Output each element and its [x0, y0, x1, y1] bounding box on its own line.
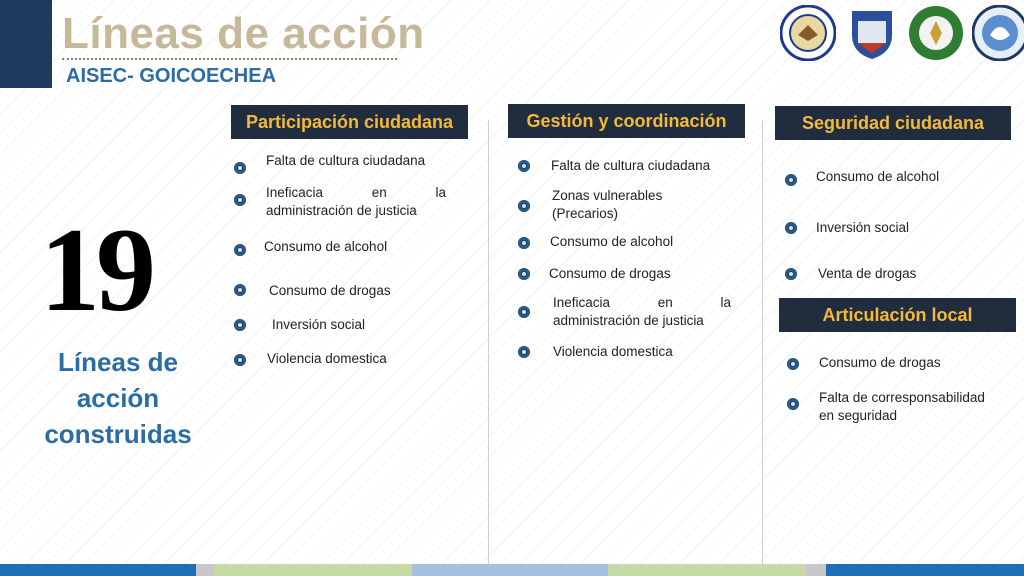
- bullet-icon: [518, 200, 530, 212]
- bullet-icon: [518, 237, 530, 249]
- gestion-header: Gestión y coordinación: [508, 104, 745, 138]
- gestion-item: Falta de cultura ciudadana: [551, 158, 711, 173]
- articulacion-header: Articulación local: [779, 298, 1016, 332]
- participacion-item: Consumo de alcohol: [264, 239, 388, 254]
- participacion-item: Consumo de drogas: [269, 283, 391, 298]
- footer-segment: [412, 564, 608, 576]
- bullet-icon: [518, 306, 530, 318]
- bullet-icon: [785, 268, 797, 280]
- footer-segment: [608, 564, 806, 576]
- action-lines-count: 19: [40, 203, 152, 336]
- bullet-icon: [518, 268, 530, 280]
- footer-segment: [0, 564, 196, 576]
- gestion-item: Consumo de drogas: [549, 266, 671, 281]
- aisec-seal-icon: [972, 5, 1024, 61]
- footer-stripe: [0, 564, 1024, 576]
- participacion-item: Falta de cultura ciudadana: [266, 153, 426, 168]
- bullet-icon: [785, 222, 797, 234]
- seguridad-header: Seguridad ciudadana: [775, 106, 1011, 140]
- gestion-item: Consumo de alcohol: [550, 234, 674, 249]
- bullet-icon: [234, 162, 246, 174]
- bullet-icon: [234, 194, 246, 206]
- fuerza-publica-seal-icon: [844, 5, 900, 61]
- us-embassy-seal-icon: [780, 5, 836, 61]
- bullet-icon: [518, 346, 530, 358]
- seguridad-item: Venta de drogas: [818, 266, 917, 281]
- bullet-icon: [787, 358, 799, 370]
- gestion-item: Violencia domestica: [553, 344, 673, 359]
- bullet-icon: [234, 244, 246, 256]
- bullet-icon: [787, 398, 799, 410]
- participacion-item: Violencia domestica: [267, 351, 387, 366]
- seguridad-item: Consumo de alcohol: [816, 169, 940, 184]
- action-lines-caption: Líneas de acción construidas: [44, 347, 192, 449]
- gestion-item: Ineficacia en la administración de justicia: [553, 295, 731, 328]
- column-divider: [488, 120, 489, 565]
- logo-strip: [780, 5, 1024, 61]
- footer-segment: [806, 564, 826, 576]
- footer-segment: [196, 564, 214, 576]
- seguridad-item: Inversión social: [816, 220, 910, 235]
- bullet-icon: [234, 319, 246, 331]
- policia-seal-icon: [908, 5, 964, 61]
- footer-segment: [214, 564, 412, 576]
- bullet-icon: [518, 160, 530, 172]
- bullet-icon: [785, 174, 797, 186]
- participacion-item: Inversión social: [272, 317, 366, 332]
- page-title: Líneas de acción: [62, 9, 425, 58]
- bullet-icon: [234, 354, 246, 366]
- participacion-item: Ineficacia en la administración de justicia: [266, 185, 446, 218]
- articulacion-item: Consumo de drogas: [819, 355, 941, 370]
- footer-segment: [826, 564, 1024, 576]
- title-dotted-rule: [62, 58, 397, 60]
- bullet-icon: [234, 284, 246, 296]
- page-subtitle: AISEC- GOICOECHEA: [66, 65, 277, 87]
- articulacion-item: Falta de corresponsabilidad en seguridad: [819, 390, 985, 423]
- column-divider: [762, 120, 763, 565]
- gestion-item: Zonas vulnerables (Precarios): [552, 188, 663, 221]
- corner-accent-block: [0, 0, 52, 88]
- participacion-header: Participación ciudadana: [231, 105, 468, 139]
